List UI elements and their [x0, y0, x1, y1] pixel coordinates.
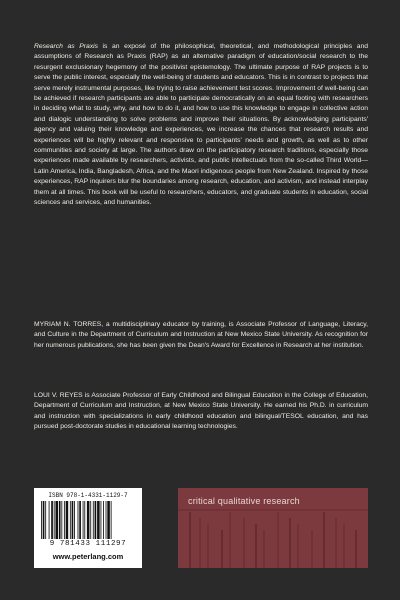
book-title-italic: Research as Praxis	[34, 43, 98, 50]
barcode-bar	[97, 501, 100, 539]
barcode-bar	[84, 501, 85, 539]
barcode-bar	[43, 501, 45, 539]
barcode-bar	[87, 501, 90, 539]
barcode-bar	[61, 501, 62, 539]
barcode-bar	[70, 501, 71, 539]
barcode-bar	[66, 501, 69, 539]
barcode-bar	[95, 501, 97, 539]
isbn-label: ISBN 978-1-4331-1129-7	[48, 492, 128, 499]
barcode-bar	[111, 501, 112, 539]
series-panel	[178, 488, 368, 568]
barcode-bar	[103, 501, 104, 539]
barcode-bar	[107, 501, 110, 539]
publisher-url: www.peterlang.com	[52, 552, 124, 561]
barcode-bar	[72, 501, 74, 539]
barcode-bar	[49, 501, 50, 539]
barcode-bar	[93, 501, 94, 539]
series-title: critical qualitative research	[188, 496, 300, 506]
barcode-bar	[101, 501, 102, 539]
barcode-image	[41, 501, 135, 539]
barcode-bar	[74, 501, 75, 539]
description-text: is an exposé of the philosophical, theoretical, and methodological principles and assumptions of Research as Praxis (RAP) as an alternative paradigm of education/social research to the resurgent exclusionary hegemony of the positivist epistemology. The ultimate purpose of RAP projects is to serve the public interest, especially the well-being of students and educators. This is in contrast to projects that serve merely instrumental purposes, like trying to raise achievement test scores. Improvement of well-being can be achieved if research participants are able to participate democratically on an equal footing with researchers in deciding what to study, why, and how to do it, and how to use this knowledge to engage in collective action and dialogic understanding to solve problems and improve their situations. By acknowledging participants' agency and valuing their knowledge and experiences, we increase the chances that research results and experiences will be highly relevant and responsive to participants' needs and growth, as well as to other communities and society at large. The authors draw on the participatory research traditions, especially those experiences made available by researchers, activists, and public intellectuals from the so-called Third World—Latin America, India, Bangladesh, Africa, and the Maori indigenous people from New Zealand. Inspired by those experiences, RAP inquirers blur the boundaries among research, education, and activism, and instead interplay them at all times. This book will be useful to researchers, educators, and graduate students in education, social sciences and services, and humanities.	[34, 43, 369, 207]
author-bio-reyes: LOUI V. REYES is Associate Professor of Early Childhood and Bilingual Education in the College of Education, Department of Curriculum and Instruction, at New Mexico State University. He earned his Ph.D. in curriculum and instruction with specializations in early childhood education and bilingual/TESOL education, and has pursued post-doctorate studies in educational learning technologies.	[34, 392, 368, 431]
barcode-bar	[83, 501, 84, 539]
barcode-bar	[78, 501, 79, 539]
barcode-bar	[41, 501, 42, 539]
author-bio-torres: MYRIAM N. TORRES, a multidisciplinary educator by training, is Associate Professor of Language, Literacy, and Culture in the Department of Curriculum and Instruction at New Mexico State University. As recognition for her numerous publications, she has been given the Dean's Award for Excellence in Research at her institution.	[34, 321, 368, 349]
book-description	[34, 42, 368, 209]
barcode-bar	[59, 501, 61, 539]
barcode-digits: 9 781433 111297	[49, 540, 127, 548]
barcode-bar	[64, 501, 65, 539]
barcode-bar	[45, 501, 46, 539]
barcode-bar	[54, 501, 55, 539]
barcode-bar	[79, 501, 81, 539]
barcode-block	[34, 488, 142, 568]
barcode-bar	[55, 501, 58, 539]
barcode-bar	[90, 501, 91, 539]
barcode-bar	[51, 501, 53, 539]
barcode-bar	[106, 501, 107, 539]
